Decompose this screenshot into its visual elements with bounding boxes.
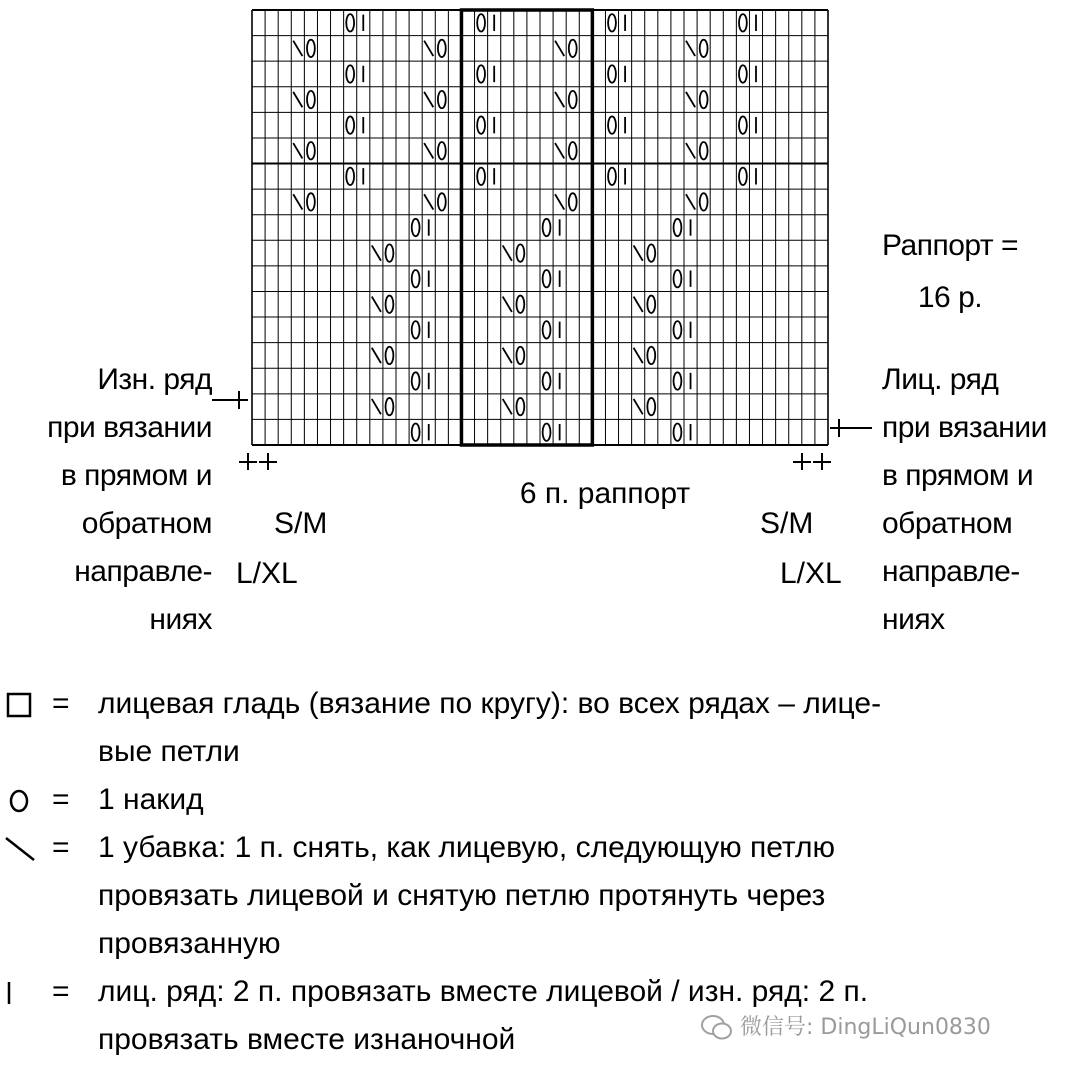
left-note-line: в прямом и — [60, 459, 212, 492]
yarn-over-mark — [674, 321, 682, 338]
yarn-over-mark — [346, 168, 354, 185]
size-lxl-right: L/XL — [780, 557, 842, 590]
yarn-over-mark — [700, 91, 708, 108]
watermark — [700, 1010, 991, 1046]
right-note-line: при вязании — [882, 411, 1047, 444]
yarn-over-mark — [543, 270, 551, 287]
decrease-mark — [503, 348, 512, 363]
yarn-over-mark — [543, 219, 551, 236]
right-note-line: в прямом и — [882, 459, 1034, 492]
decrease-mark — [372, 348, 381, 363]
yarn-over-mark — [739, 168, 747, 185]
legend-equals: = — [52, 687, 70, 720]
yarn-over-mark — [608, 116, 616, 133]
legend-line: провязанную — [98, 927, 281, 960]
yarn-over-mark — [674, 219, 682, 236]
yarn-over-mark — [386, 296, 394, 313]
yarn-over-icon — [0, 776, 40, 824]
yarn-over-mark — [477, 65, 485, 82]
decrease-mark — [503, 245, 512, 260]
right-note-line: ниях — [882, 603, 945, 636]
left-note-line: Изн. ряд — [97, 363, 212, 396]
legend-line: 1 убавка: 1 п. снять, как лицевую, следующую петлю — [98, 831, 835, 864]
repeat-stitches-label: 6 п. раппорт — [519, 477, 691, 510]
decrease-mark — [372, 399, 381, 414]
yarn-over-mark — [438, 91, 446, 108]
yarn-over-mark — [674, 270, 682, 287]
decrease-mark — [503, 297, 512, 312]
yarn-over-mark — [647, 296, 655, 313]
legend-item-decrease — [0, 824, 1080, 968]
yarn-over-mark — [569, 40, 577, 57]
size-sm-right: S/M — [760, 507, 814, 540]
left-row-note — [0, 356, 212, 644]
legend-equals: = — [52, 783, 70, 816]
yarn-over-mark — [543, 424, 551, 441]
legend-desc — [98, 776, 958, 824]
yarn-over-mark — [438, 40, 446, 57]
repeat-rows-line: Раппорт = — [882, 229, 1018, 262]
right-note-line: Лиц. ряд — [882, 363, 999, 396]
watermark-text: 微信号: DingLiQun0830 — [740, 1015, 991, 1040]
yarn-over-mark — [569, 142, 577, 159]
left-note-line: направле- — [74, 555, 212, 588]
decrease-mark — [424, 143, 433, 158]
decrease-mark — [634, 399, 643, 414]
yarn-over-mark — [674, 372, 682, 389]
decrease-mark — [293, 41, 302, 56]
size-sm-left: S/M — [274, 507, 328, 540]
yarn-over-mark — [412, 219, 420, 236]
legend-equals: = — [52, 831, 70, 864]
decrease-mark — [555, 41, 564, 56]
yarn-over-mark — [700, 142, 708, 159]
decrease-mark — [686, 194, 695, 209]
repeat-rows-line: 16 р. — [917, 281, 983, 314]
decrease-mark — [634, 297, 643, 312]
yarn-over-mark — [569, 91, 577, 108]
yarn-over-mark — [739, 14, 747, 31]
yarn-over-mark — [346, 116, 354, 133]
yarn-over-mark — [516, 296, 524, 313]
yarn-over-mark — [543, 321, 551, 338]
legend-line: провязать лицевой и снятую петлю протянуть через — [98, 879, 826, 912]
legend-line: вые петли — [98, 735, 240, 768]
decrease-mark — [424, 92, 433, 107]
yarn-over-mark — [477, 14, 485, 31]
yarn-over-mark — [543, 372, 551, 389]
legend-desc — [98, 680, 958, 776]
yarn-over-mark — [477, 168, 485, 185]
legend-line: лицевая гладь (вязание по кругу): во всех рядах – лице- — [98, 687, 882, 720]
yarn-over-mark — [346, 65, 354, 82]
yarn-over-mark — [608, 168, 616, 185]
legend-item-yarn-over — [0, 776, 1080, 824]
size-lxl-left: L/XL — [236, 557, 298, 590]
decrease-mark — [686, 41, 695, 56]
yarn-over-mark — [516, 398, 524, 415]
chart-grid — [252, 10, 828, 445]
yarn-over-mark — [647, 398, 655, 415]
left-note-line: при вязании — [47, 411, 212, 444]
left-note-line: обратном — [81, 507, 212, 540]
yarn-over-mark — [608, 65, 616, 82]
wechat-icon — [700, 1013, 734, 1043]
yarn-over-mark — [569, 193, 577, 210]
decrease-mark — [555, 194, 564, 209]
legend-line: 1 накид — [98, 783, 204, 816]
yarn-over-mark — [307, 91, 315, 108]
yarn-over-mark — [608, 14, 616, 31]
decrease-mark — [555, 143, 564, 158]
decrease-mark — [686, 143, 695, 158]
yarn-over-mark — [477, 116, 485, 133]
legend-item-stockinette — [0, 680, 1080, 776]
square-icon — [0, 680, 40, 728]
legend-desc — [98, 824, 958, 968]
yarn-over-mark — [346, 14, 354, 31]
yarn-over-mark — [647, 244, 655, 261]
decrease-mark — [634, 245, 643, 260]
legend-line: лиц. ряд: 2 п. провязать вместе лицевой / изн. ряд: 2 п. — [98, 975, 869, 1008]
yarn-over-mark — [438, 193, 446, 210]
yarn-over-mark — [386, 398, 394, 415]
yarn-over-mark — [412, 270, 420, 287]
decrease-mark — [372, 297, 381, 312]
decrease-mark — [424, 194, 433, 209]
repeat-rows-note — [850, 220, 1050, 324]
yarn-over-mark — [412, 424, 420, 441]
decrease-mark — [372, 245, 381, 260]
decrease-mark — [686, 92, 695, 107]
decrease-mark — [555, 92, 564, 107]
yarn-over-mark — [700, 193, 708, 210]
decrease-icon — [0, 824, 40, 872]
yarn-over-mark — [307, 40, 315, 57]
decrease-mark — [293, 143, 302, 158]
decrease-mark — [424, 41, 433, 56]
yarn-over-mark — [438, 142, 446, 159]
decrease-mark — [634, 348, 643, 363]
legend-equals: = — [52, 975, 70, 1008]
yarn-over-mark — [412, 321, 420, 338]
yarn-over-mark — [412, 372, 420, 389]
chart-symbols — [293, 14, 756, 441]
yarn-over-mark — [647, 347, 655, 364]
right-row-note — [882, 356, 1080, 644]
yarn-over-mark — [674, 424, 682, 441]
yarn-over-mark — [739, 116, 747, 133]
yarn-over-mark — [516, 347, 524, 364]
decrease-mark — [293, 92, 302, 107]
legend-line: провязать вместе изнаночной — [98, 1023, 516, 1056]
yarn-over-mark — [307, 142, 315, 159]
yarn-over-mark — [516, 244, 524, 261]
yarn-over-mark — [700, 40, 708, 57]
yarn-over-mark — [739, 65, 747, 82]
yarn-over-mark — [386, 244, 394, 261]
yarn-over-mark — [307, 193, 315, 210]
right-note-line: обратном — [882, 507, 1013, 540]
decrease-mark — [503, 399, 512, 414]
right-note-line: направле- — [882, 555, 1020, 588]
decrease-mark — [293, 194, 302, 209]
chart-legend — [0, 680, 1080, 1064]
yarn-over-mark — [386, 347, 394, 364]
left-note-line: ниях — [149, 603, 212, 636]
knit-two-icon — [0, 968, 40, 1016]
